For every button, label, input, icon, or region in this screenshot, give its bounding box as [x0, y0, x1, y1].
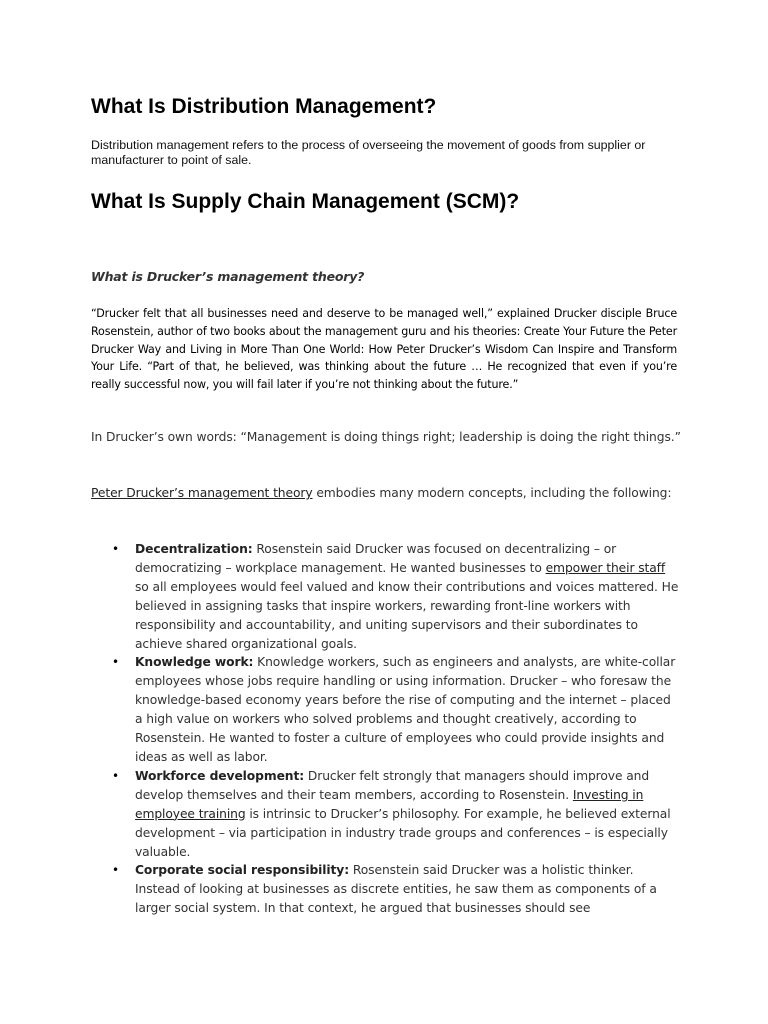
distribution-heading: What Is Distribution Management? — [91, 95, 437, 118]
rosenstein-quote-paragraph: “Drucker felt that all businesses need and deserve to be managed well,” explained Drucker disciple Bruce Rosenstein, author of two books about the management guru and his theories: Create Your Future the Peter Drucker Way and Living in More Than One World: How Peter Drucker’s Wisdom Can Inspire and Transform Your Life. “Part of that, he believed, was thinking about the future … He recognized that even if you’re really successful now, you will fail later if you’re not thinking about the future.” — [91, 307, 677, 392]
list-item-knowledge-work — [91, 653, 681, 766]
drucker-theory-heading: What is Drucker’s management theory? — [91, 269, 365, 284]
scm-heading: What Is Supply Chain Management (SCM)? — [91, 190, 520, 213]
list-item-text: Rosenstein said Drucker was a holistic thinker. Instead of looking at businesses as discrete entities, he saw them as components of a larger social system. In that context, he argued that businesses should see — [135, 863, 657, 916]
theory-intro-paragraph — [91, 484, 681, 503]
bullet-marker: • — [112, 655, 119, 670]
list-item-text: Drucker felt strongly that managers should improve and develop themselves and their team members, according to Rosenstein. — [135, 768, 650, 802]
list-item-term: Decentralization: — [135, 542, 253, 556]
concepts-list — [91, 540, 681, 918]
list-item-text: Rosenstein said Drucker was focused on decentralizing – or democratizing – workplace management. He wanted businesses to — [135, 542, 617, 575]
bullet-marker: • — [112, 768, 119, 783]
list-item-text: so all employees would feel valued and know their contributions and voices mattered. He believed in assigning tasks that inspire workers, rewarding front-line workers with responsibility and accountability, and uniting supervisors and their subordinates to achieve shared organizational goals. — [135, 579, 679, 651]
management-theory-link[interactable]: Peter Drucker’s management theory — [91, 486, 313, 500]
list-item-text: is intrinsic to Drucker’s philosophy. For example, he believed external development – via participation in industry trade groups and conferences – is especially valuable. — [135, 806, 671, 859]
list-item-workforce-development — [91, 767, 681, 862]
list-item-term: Workforce development: — [135, 768, 305, 783]
bullet-marker: • — [112, 863, 119, 878]
list-item-text: Knowledge workers, such as engineers and analysts, are white-collar employees whose jobs require handling or using information. Drucker – who foresaw the knowledge-based economy years before the rise of computing and the internet – placed a high value on workers who solved problems and thought creatively, according to Rosenstein. He wanted to foster a culture of employees who could provide insights and ideas as well as labor. — [135, 655, 676, 764]
list-item-term: Knowledge work: — [135, 655, 254, 670]
drucker-own-words-paragraph: In Drucker’s own words: “Management is doing things right; leadership is doing the right things.” — [91, 430, 681, 444]
list-item-decentralization — [91, 540, 681, 653]
list-item-term: Corporate social responsibility: — [135, 863, 350, 878]
distribution-paragraph: Distribution management refers to the process of overseeing the movement of goods from supplier or manufacturer to point of sale. — [91, 138, 646, 167]
theory-intro-text: embodies many modern concepts, including the following: — [312, 486, 672, 500]
list-item-corporate-social-responsibility — [91, 861, 681, 918]
empower-staff-link[interactable]: empower their staff — [545, 560, 666, 575]
employee-training-link[interactable]: Investing in employee training — [135, 787, 644, 821]
bullet-marker: • — [112, 542, 119, 556]
